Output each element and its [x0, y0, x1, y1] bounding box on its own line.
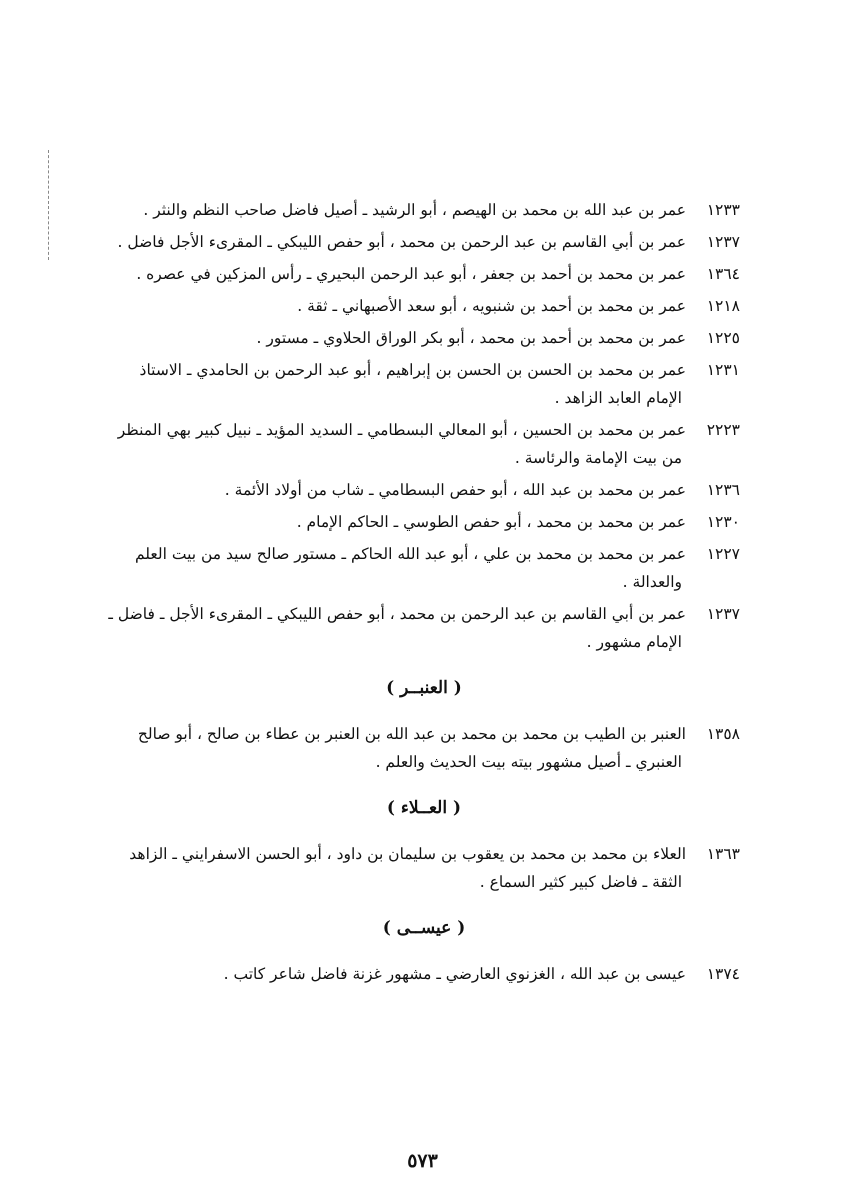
entry-text: العلاء بن محمد بن محمد بن يعقوب بن سليمان بن داود ، أبو الحسن الاسفرايني ـ الزاهد الثقة ـ فاضل كبير كثير السماع . — [129, 845, 686, 891]
entry-text: عمر بن محمد بن عبد الله ، أبو حفص البسطامي ـ شاب من أولاد الأئمة . — [224, 481, 686, 499]
entry — [108, 416, 740, 472]
entry — [108, 600, 740, 656]
text-block — [108, 196, 740, 992]
entry-number: ١٢٢٥ — [706, 329, 740, 347]
section-heading-anbar: ( العنبــر ) — [386, 678, 462, 698]
entry-text: عمر بن محمد بن محمد بن علي ، أبو عبد الله الحاكم ـ مستور صالح سيد من بيت العلم والعدالة . — [134, 545, 686, 591]
entry — [108, 508, 740, 536]
entry-number: ٢٢٢٣ — [706, 421, 740, 439]
entry-text: عمر بن محمد بن أحمد بن جعفر ، أبو عبد الرحمن البحيري ـ رأس المزكين في عصره . — [136, 265, 686, 283]
entry-text: عمر بن أبي القاسم بن عبد الرحمن بن محمد ، أبو حفص الليبكي ـ المقرىء الأجل ـ فاضل ـ الإمام مشهور . — [108, 605, 686, 651]
entry-number: ١٢٣١ — [706, 361, 740, 379]
entry — [108, 292, 740, 320]
entry-text: عمر بن أبي القاسم بن عبد الرحمن بن محمد ، أبو حفص الليبكي ـ المقرىء الأجل فاضل . — [117, 233, 686, 251]
entry — [108, 228, 740, 256]
section-heading-isa: ( عيســى ) — [382, 918, 466, 938]
entry — [108, 720, 740, 776]
entry-text: عيسى بن عبد الله ، الغزنوي العارضي ـ مشهور غزنة فاضل شاعر كاتب . — [223, 965, 686, 983]
entry — [108, 260, 740, 288]
entry-text: عمر بن محمد بن محمد ، أبو حفص الطوسي ـ الحاكم الإمام . — [296, 513, 686, 531]
entry-number: ١٢٣٧ — [706, 233, 740, 251]
entry-number: ١٢٣٣ — [706, 201, 740, 219]
entry-text: عمر بن محمد بن الحسن بن الحسن بن إبراهيم ، أبو عبد الرحمن بن الحامدي ـ الاستاذ الإمام العابد الزاهد . — [139, 361, 686, 407]
section-heading-alaa: ( العــلاء ) — [386, 798, 462, 818]
entry-number: ١٢٣٦ — [706, 481, 740, 499]
entry-number: ١٢٣٧ — [706, 605, 740, 623]
entry — [108, 840, 740, 896]
entry-text: عمر بن محمد بن الحسين ، أبو المعالي البسطامي ـ السديد المؤيد ـ نبيل كبير بهي المنظر من بيت الإمامة والرئاسة . — [117, 421, 686, 467]
entry-text: عمر بن عبد الله بن محمد بن الهيصم ، أبو الرشيد ـ أصيل فاضل صاحب النظم والنثر . — [143, 201, 686, 219]
entry-number: ١٣٥٨ — [706, 725, 740, 743]
entry-number: ١٢٣٠ — [706, 513, 740, 531]
entry — [108, 324, 740, 352]
entry-text: عمر بن محمد بن أحمد بن شنبويه ، أبو سعد الأصبهاني ـ ثقة . — [297, 297, 686, 315]
entry-number: ١٢١٨ — [706, 297, 740, 315]
margin-mark — [48, 150, 51, 260]
entry — [108, 960, 740, 988]
entry — [108, 540, 740, 596]
entry-number: ١٣٧٤ — [706, 965, 740, 983]
page-number: ٥٧٣ — [407, 1150, 438, 1172]
entry-text: العنبر بن الطيب بن محمد بن محمد بن عبد الله بن العنبر بن عطاء بن صالح ، أبو صالح العنبري ـ أصيل مشهور بيته بيت الحديث والعلم . — [137, 725, 686, 771]
entry-number: ١٢٢٧ — [706, 545, 740, 563]
entry — [108, 196, 740, 224]
entry-number: ١٣٦٤ — [706, 265, 740, 283]
entry-number: ١٣٦٣ — [706, 845, 740, 863]
entry — [108, 476, 740, 504]
entry — [108, 356, 740, 412]
entry-text: عمر بن محمد بن أحمد بن محمد ، أبو بكر الوراق الحلاوي ـ مستور . — [256, 329, 686, 347]
